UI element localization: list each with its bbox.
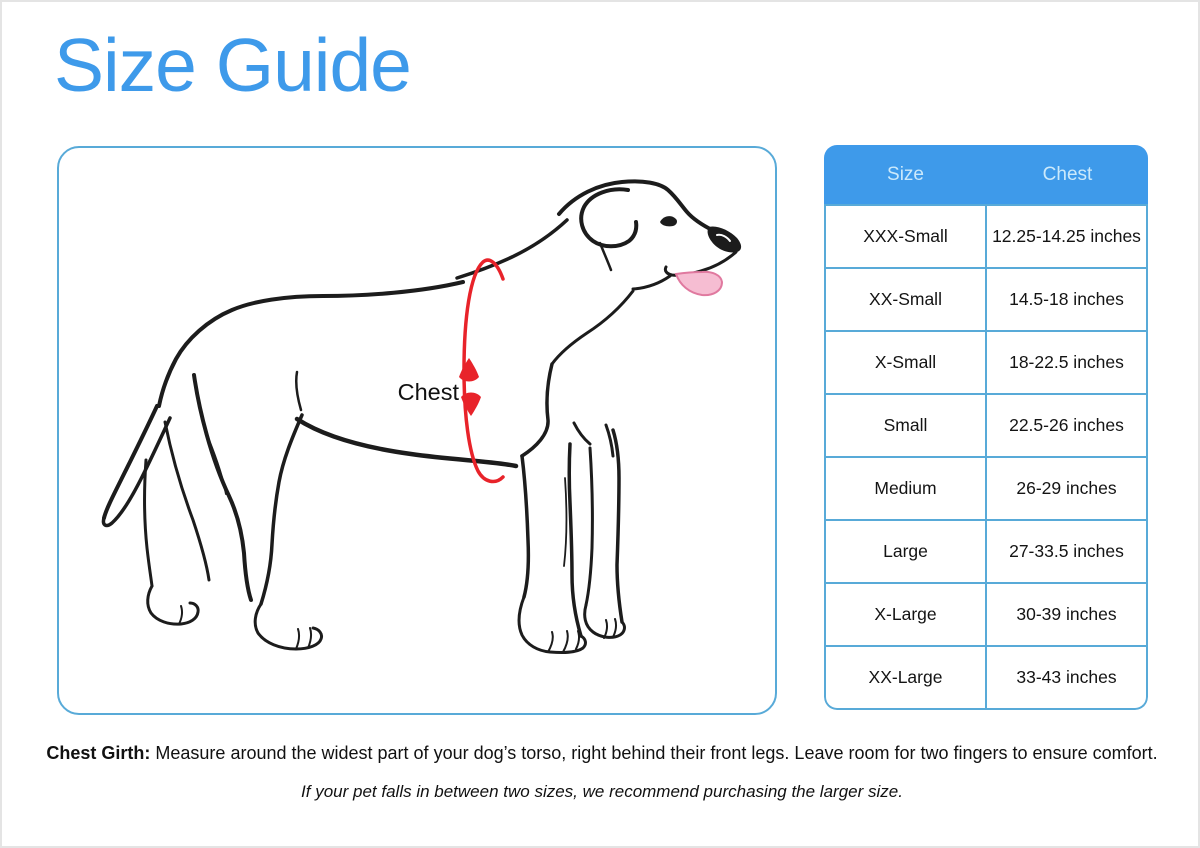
table-row (826, 204, 1146, 267)
chest-cell: 27-33.5 inches (1009, 541, 1124, 561)
size-chart-table (824, 145, 1148, 710)
chest-cell: 12.25-14.25 inches (992, 226, 1141, 246)
chest-cell: 18-22.5 inches (1009, 352, 1124, 372)
chest-girth-note-lead: Chest Girth: (46, 743, 151, 763)
table-row (826, 519, 1146, 582)
table-row (826, 393, 1146, 456)
table-row (826, 267, 1146, 330)
between-sizes-note: If your pet falls in between two sizes, we recommend purchasing the larger size. (301, 782, 903, 801)
table-row (826, 645, 1146, 708)
table-row (826, 456, 1146, 519)
table-row (826, 582, 1146, 645)
dog-eye (660, 216, 677, 226)
chest-cell: 26-29 inches (1016, 478, 1117, 498)
size-cell: XXX-Small (826, 206, 987, 267)
column-header-chest: Chest (1042, 163, 1093, 185)
chest-girth-note-text: Measure around the widest part of your dog’s torso, right behind their front legs. Leave room for two fingers to ensure comfort. (150, 743, 1158, 763)
chest-cell: 22.5-26 inches (1009, 415, 1124, 435)
page-title: Size Guide (54, 23, 411, 107)
size-cell: X-Small (826, 332, 987, 393)
chest-girth-note (2, 743, 1200, 764)
size-cell: Medium (826, 458, 987, 519)
table-header-row (824, 145, 1148, 204)
dog-outline (103, 181, 741, 652)
chest-measure-label: Chest (397, 379, 459, 405)
dog-nose (708, 227, 742, 253)
size-cell: Small (826, 395, 987, 456)
dog-measurement-panel (57, 146, 777, 715)
size-cell: Large (826, 521, 987, 582)
column-header-size: Size (887, 163, 924, 185)
size-cell: X-Large (826, 584, 987, 645)
dog-illustration (59, 148, 775, 713)
chest-cell: 33-43 inches (1016, 667, 1117, 687)
chest-cell: 14.5-18 inches (1009, 289, 1124, 309)
dog-ear (581, 189, 636, 246)
size-cell: XX-Large (826, 647, 987, 708)
table-row (826, 330, 1146, 393)
dog-tongue (676, 272, 722, 295)
size-cell: XX-Small (826, 269, 987, 330)
measure-arrow-up-icon (459, 358, 479, 382)
table-body (824, 204, 1148, 710)
chest-cell: 30-39 inches (1016, 604, 1117, 624)
